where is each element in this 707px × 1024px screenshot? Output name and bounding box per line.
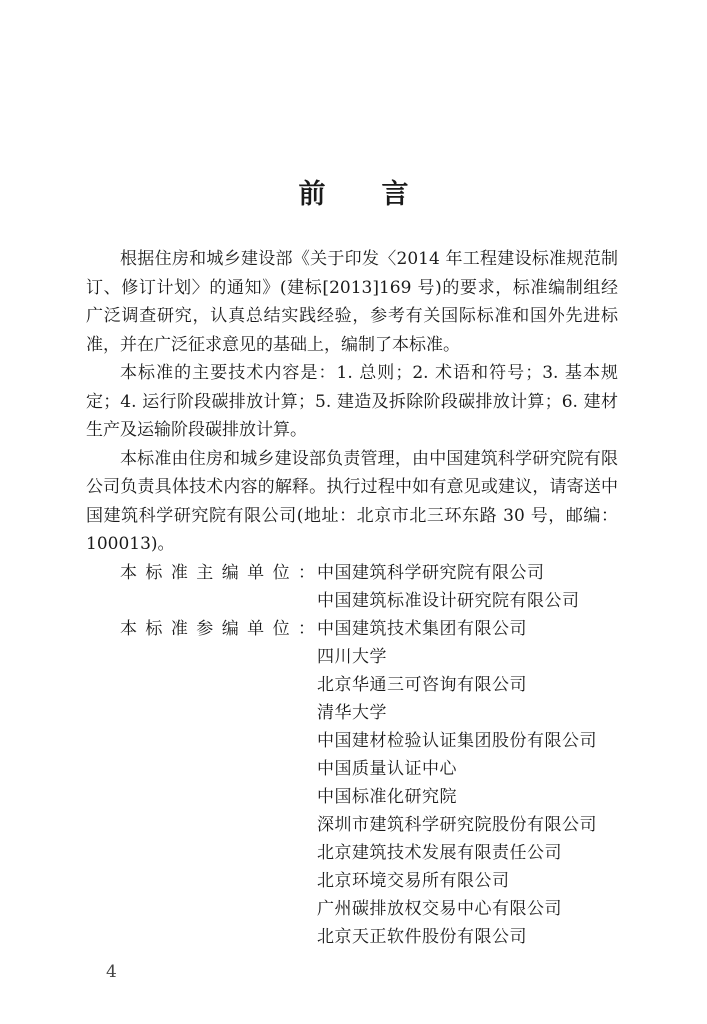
chief-editor-unit: 中国建筑标准设计研究院有限公司	[317, 591, 580, 611]
participant-unit: 北京建筑技术发展有限责任公司	[317, 843, 562, 863]
participant-row	[0, 838, 707, 866]
chief-editor-label: 本标准主编单位：	[120, 563, 316, 583]
participant-unit: 北京天正软件股份有限公司	[317, 927, 527, 947]
chief-editor-block	[0, 558, 707, 614]
participant-unit: 中国标准化研究院	[317, 787, 457, 807]
organizations-list	[0, 558, 707, 950]
participant-unit: 四川大学	[317, 647, 387, 667]
participant-row	[0, 670, 707, 698]
chief-editor-row	[0, 586, 707, 614]
participant-row	[0, 894, 707, 922]
participant-row	[0, 922, 707, 950]
paragraph-background: 根据住房和城乡建设部《关于印发〈2014 年工程建设标准规范制订、修订计划〉的通知》(建标[2013]169 号)的要求，标准编制组经广泛调查研究，认真总结实践经验，参考有关国际标准和国外先进标准，并在广泛征求意见的基础上，编制了本标准。	[86, 249, 618, 355]
preface-body	[86, 245, 618, 559]
participant-unit: 中国质量认证中心	[317, 759, 457, 779]
participant-unit: 深圳市建筑科学研究院股份有限公司	[317, 815, 597, 835]
participant-unit: 中国建材检验认证集团股份有限公司	[317, 731, 597, 751]
participant-row	[0, 642, 707, 670]
participant-row	[0, 754, 707, 782]
participant-row	[0, 698, 707, 726]
participant-row	[0, 614, 707, 642]
page-number: 4	[106, 962, 117, 982]
participant-row	[0, 726, 707, 754]
participant-row	[0, 782, 707, 810]
participant-row	[0, 866, 707, 894]
participant-unit: 北京华通三可咨询有限公司	[317, 675, 527, 695]
chief-editor-row	[0, 558, 707, 586]
participant-unit: 中国建筑技术集团有限公司	[317, 619, 527, 639]
participants-label: 本标准参编单位：	[120, 619, 316, 639]
participant-unit: 清华大学	[317, 703, 387, 723]
paragraph-management: 本标准由住房和城乡建设部负责管理，由中国建筑科学研究院有限公司负责具体技术内容的解释。执行过程中如有意见或建议，请寄送中国建筑科学研究院有限公司(地址：北京市北三环东路 30 号，邮编：100013)。	[86, 448, 618, 554]
paragraph-contents: 本标准的主要技术内容是：1. 总则；2. 术语和符号；3. 基本规定；4. 运行阶段碳排放计算；5. 建造及拆除阶段碳排放计算；6. 建材生产及运输阶段碳排放计算。	[86, 363, 618, 440]
participants-block	[0, 614, 707, 950]
participant-row	[0, 810, 707, 838]
chief-editor-unit: 中国建筑科学研究院有限公司	[317, 563, 545, 583]
participant-unit: 北京环境交易所有限公司	[317, 871, 510, 891]
page-title: 前言	[298, 179, 465, 210]
participant-unit: 广州碳排放权交易中心有限公司	[317, 899, 562, 919]
